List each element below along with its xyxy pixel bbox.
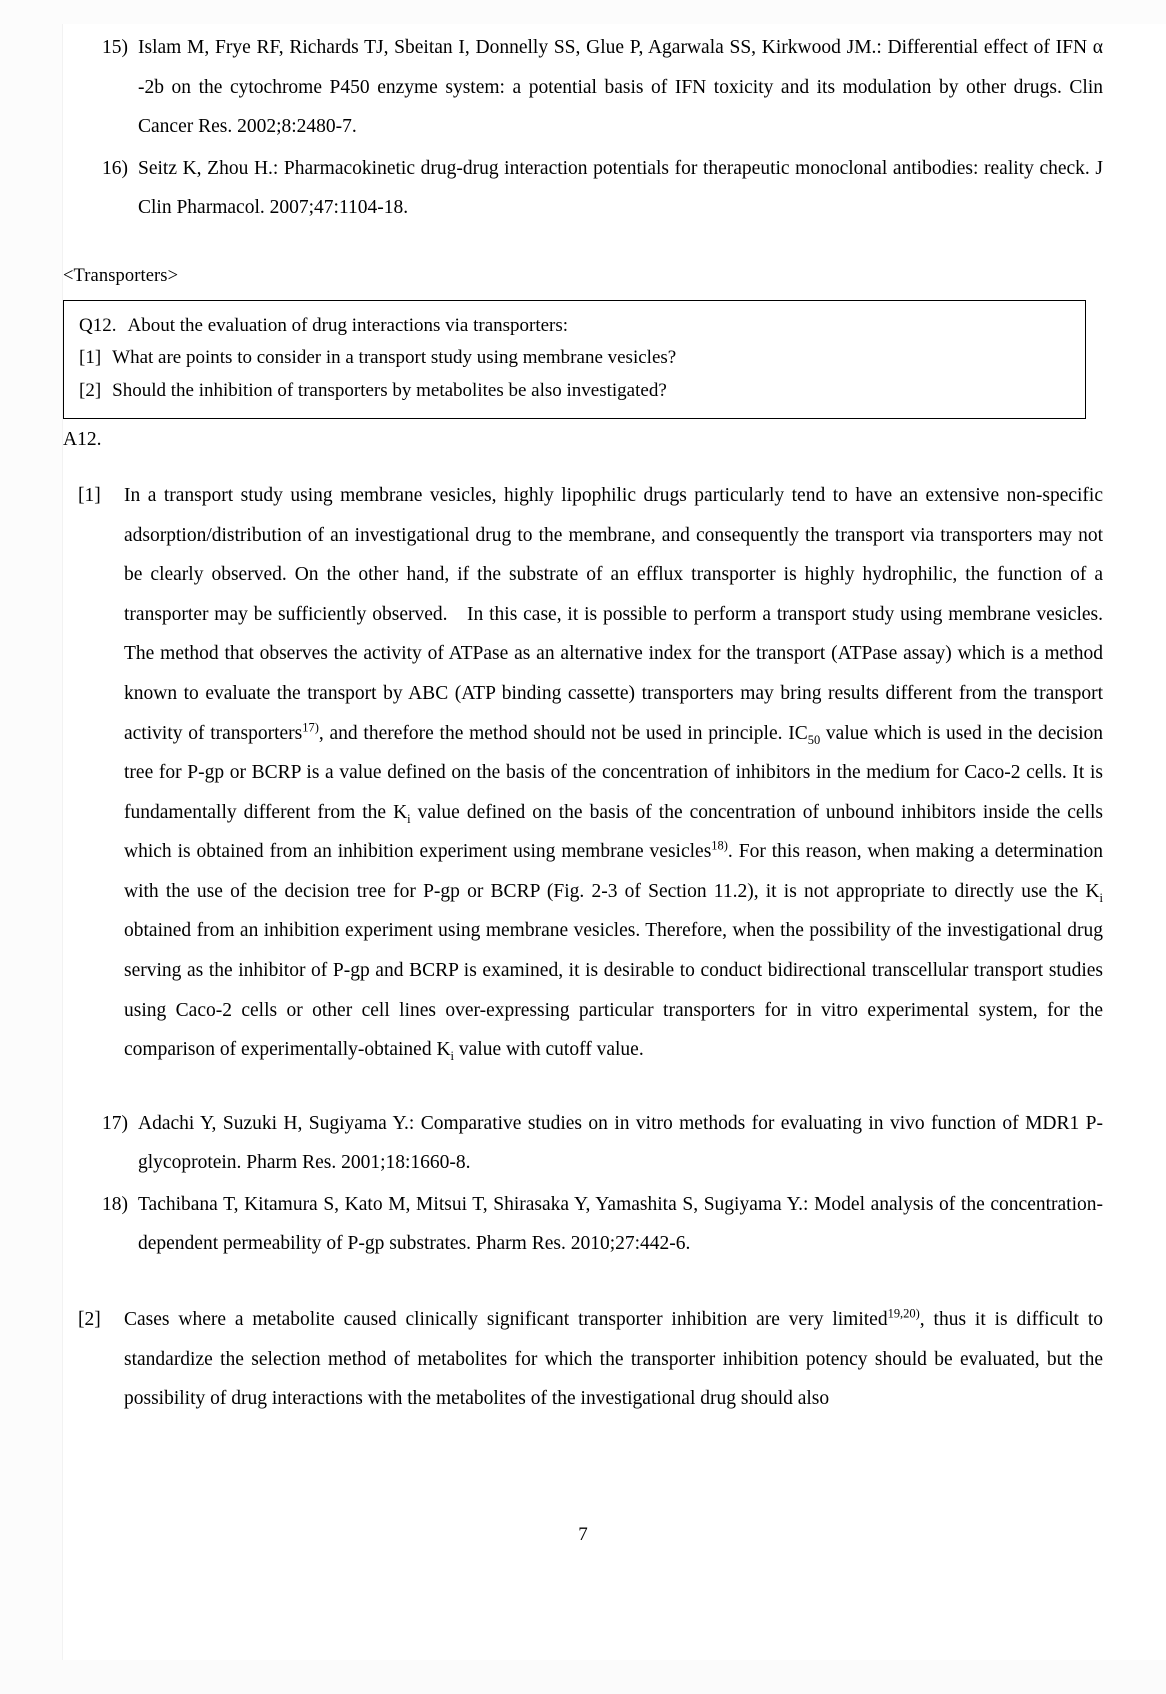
scan-edge-top xyxy=(0,0,1166,24)
reference-item xyxy=(86,1104,1103,1183)
section-heading: <Transporters> xyxy=(63,265,179,286)
reference-number: 17) xyxy=(102,1112,128,1134)
citation-superscript-19-20: 19,20) xyxy=(887,1306,920,1321)
answer2-text-p2: , thus it is difficult to standardize the selection method of metabolites for which the transporter inhibition potency should be evaluated, but the possibility of drug interactions with the metabolites of the investigational drug should also xyxy=(124,1309,1103,1410)
page-content xyxy=(63,28,1103,1419)
scan-edge-bottom xyxy=(0,1660,1166,1694)
reference-text: Adachi Y, Suzuki H, Sugiyama Y.: Comparative studies on in vitro methods for evaluating in vivo function of MDR1 P-glycoprotein. Pharm Res. 2001;18:1660-8. xyxy=(138,1112,1103,1174)
question-label: Q12. xyxy=(79,314,117,336)
answer-item-label: [2] xyxy=(78,1309,101,1331)
question-label: [2] xyxy=(79,380,102,402)
citation-superscript-18: 18) xyxy=(711,838,728,853)
reference-text-part-a: Islam M, Frye RF, Richards TJ, Sbeitan I, Donnelly SS, Glue P, Agarwala SS, Kirkwood JM.: Differential effect of IFN xyxy=(138,37,1093,58)
answer-item-label: [1] xyxy=(78,485,101,507)
answer2-text-p1: Cases where a metabolite caused clinically significant transporter inhibition are very limited xyxy=(124,1309,888,1331)
question-text: About the evaluation of drug interactions via transporters: xyxy=(127,314,569,336)
subscript-i-1: i xyxy=(407,811,411,826)
answer-text-p7: value with cutoff value. xyxy=(454,1039,644,1061)
answer-block-2 xyxy=(78,1300,1103,1419)
question-text: What are points to consider in a transport study using membrane vesicles? xyxy=(112,347,677,369)
answer-text-p2: , and therefore the method should not be used in principle. IC xyxy=(318,722,808,744)
reference-text: Seitz K, Zhou H.: Pharmacokinetic drug-drug interaction potentials for therapeutic monoclonal antibodies: reality check. J Clin Pharmacol. 2007;47:1104-18. xyxy=(138,157,1103,219)
citation-superscript-17: 17) xyxy=(302,720,319,735)
answer-block-1 xyxy=(78,476,1103,1070)
answer-label: A12. xyxy=(63,428,102,450)
answer-text-p5: . For this reason, when making a determination with the use of the decision tree for P-gp or BCRP (Fig. 2-3 of Section 11.2), it is not appropriate to directly use the K xyxy=(124,841,1103,902)
answer-text-p1: In a transport study using membrane vesicles, highly lipophilic drugs particularly tend to have an extensive non-specific adsorption/distribution of an investigational drug to the membrane, and consequently the transport via transporters may not be clearly observed. On the other hand, if the substrate of an efflux transporter is highly hydrophilic, the function of a transporter may be sufficiently observed. In this case, it is possible to perform a transport study using membrane vesicles. The method that observes the activity of ATPase as an alternative index for the transport (ATPase assay) which is a method known to evaluate the transport by ABC (ATP binding cassette) transporters may bring results different from the transport activity of transporters xyxy=(124,485,1103,744)
subscript-50: 50 xyxy=(807,732,821,747)
answer-item-text xyxy=(124,1300,1103,1419)
reference-list-mid xyxy=(86,1104,1103,1264)
question-label: [1] xyxy=(79,347,102,369)
reference-text-part-b: -2b on the cytochrome P450 enzyme system: a potential basis of IFN toxicity and its modulation by other drugs. Clin Cancer Res. 2002;8:2480-7. xyxy=(138,76,1103,138)
question-row-1 xyxy=(64,342,1085,375)
reference-item xyxy=(86,28,1103,147)
answer-text-p6: obtained from an inhibition experiment using membrane vesicles. Therefore, when the possibility of the investigational drug serving as the inhibitor of P-gp and BCRP is examined, it is desirable to conduct bidirectional transcellular transport studies using Caco-2 cells or other cell lines over-expressing particular transporters for in vitro experimental system, for the comparison of experimentally-obtained K xyxy=(124,920,1103,1061)
greek-alpha-glyph: α xyxy=(1092,37,1103,58)
question-row-2 xyxy=(64,375,1085,408)
answer-item-text xyxy=(124,476,1103,1070)
reference-text xyxy=(138,28,1103,147)
reference-number: 15) xyxy=(102,37,128,58)
reference-list-top xyxy=(86,28,1103,228)
scan-edge-left xyxy=(0,0,63,1694)
answer-text-p3: value which is used in the decision tree for P-gp or BCRP is a value defined on the basis of the concentration of inhibitors in the medium for Caco-2 cells. It is fundamentally different from the K xyxy=(124,722,1104,823)
question-row-q12 xyxy=(64,310,1085,343)
reference-item xyxy=(86,149,1103,228)
reference-number: 16) xyxy=(102,157,128,179)
answer-text-p4: value defined on the basis of the concentration of unbound inhibitors inside the cells which is obtained from an inhibition experiment using membrane vesicles xyxy=(124,801,1103,863)
reference-number: 18) xyxy=(102,1193,128,1215)
question-box xyxy=(63,300,1086,419)
subscript-i-2: i xyxy=(1099,890,1103,905)
subscript-i-3: i xyxy=(450,1049,454,1064)
reference-item xyxy=(86,1185,1103,1264)
question-text: Should the inhibition of transporters by metabolites be also investigated? xyxy=(112,380,667,402)
reference-text: Tachibana T, Kitamura S, Kato M, Mitsui T, Shirasaka Y, Yamashita S, Sugiyama Y.: Model analysis of the concentration-dependent permeability of P-gp substrates. Pharm Res. 2010;27:442-6. xyxy=(138,1193,1103,1255)
page-number: 7 xyxy=(578,1524,588,1545)
